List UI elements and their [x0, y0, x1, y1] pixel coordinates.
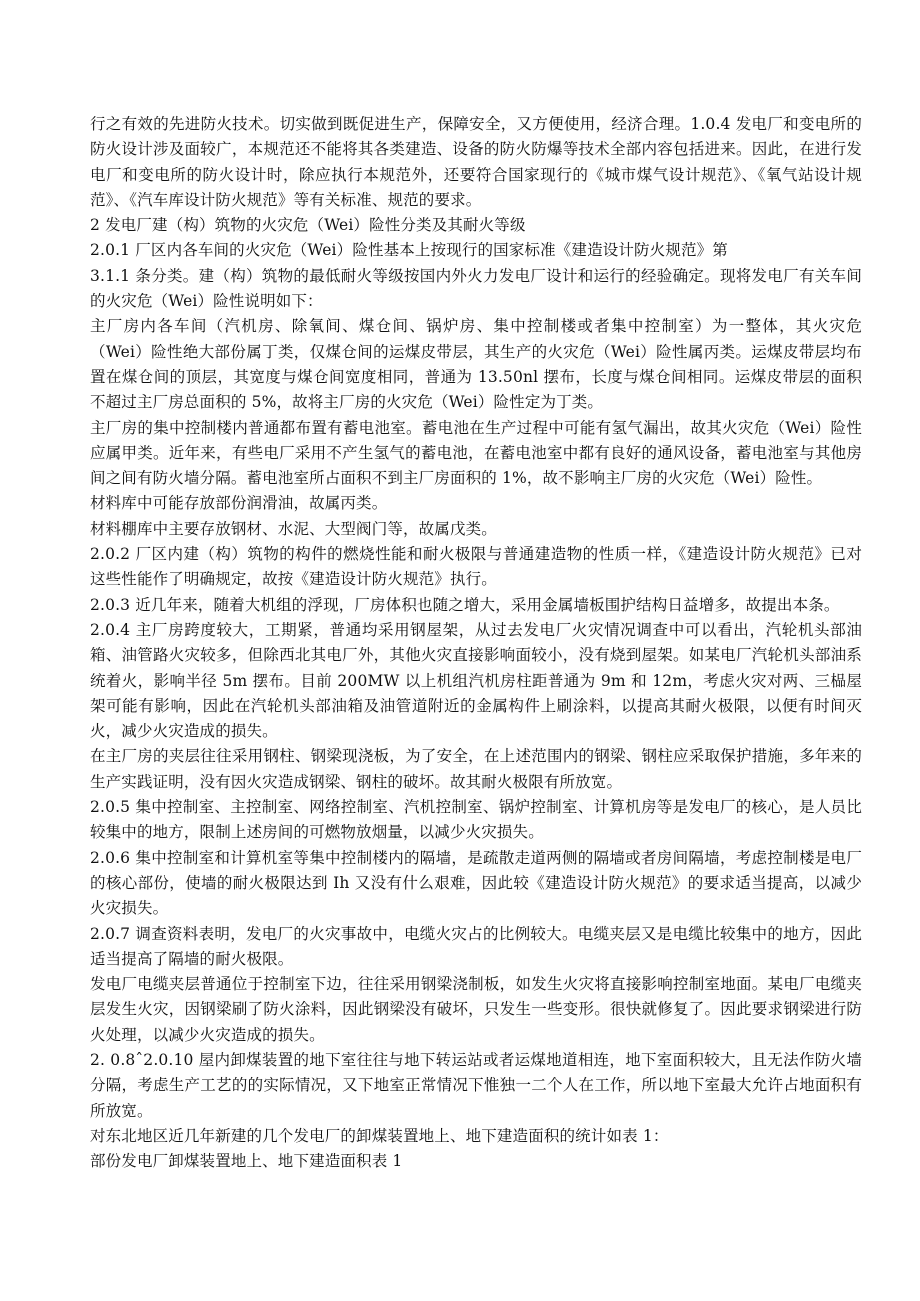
section-heading-2: 2 发电厂建（构）筑物的火灾危（Wei）险性分类及其耐火等级 [90, 216, 526, 235]
paragraph-main-building: 主厂房内各车间（汽机房、除氧间、煤仓间、锅炉房、集中控制楼或者集中控制室）为一整体，其火灾危（Wei）险性绝大部份属丁类，仅煤仓间的运煤皮带层，其生产的火灾危（Wei）险性属丙类。运煤皮带层均布置在煤仓间的顶层，其宽度与煤仓间宽度相同，普通为 13.50nl 摆布，长度与煤仓间相同。运煤皮带层的面积不超过主厂房总面积的 5%，故将主厂房的火灾危（Wei）险性定为丁类。 [90, 317, 862, 412]
paragraph-2-0-1: 2.0.1 厂区内各车间的火灾危（Wei）险性基本上按现行的国家标准《建造设计防火规范》第 [90, 241, 728, 260]
paragraph-material-shed: 材料棚库中主要存放钢材、水泥、大型阀门等，故属戊类。 [90, 519, 497, 538]
paragraph-2-0-8: 2. 0.8ˆ2.0.10 屋内卸煤装置的地下室往往与地下转运站或者运煤地道相连，地下室面积较大，且无法作防火墙分隔，考虑生产工艺的的实际情况，又下地室正常情况下惟独一二个人在工作，所以地下室最大允许占地面积有所放宽。 [90, 1050, 862, 1120]
paragraph-cable-mezzanine: 发电厂电缆夹层普通位于控制室下边，往往采用钢梁浇制板，如发生火灾将直接影响控制室地面。某电厂电缆夹层发生火灾，因钢梁刷了防火涂料，因此钢梁没有破坏，只发生一些变形。很快就修复了。因此要求钢梁进行防火处理，以减少火灾造成的损失。 [90, 975, 862, 1044]
paragraph-3-1-1: 3.1.1 条分类。建（构）筑物的最低耐火等级按国内外火力发电厂设计和运行的经验确定。现将发电厂有关车间的火灾危（Wei）险性说明如下： [90, 266, 862, 311]
paragraph-2-0-3: 2.0.3 近几年来，随着大机组的浮现，厂房体积也随之增大，采用金属墙板围护结构日益增多，故提出本条。 [90, 595, 840, 614]
paragraph-fire-tech-intro: 行之有效的先进防火技术。切实做到既促进生产，保障安全，又方便使用，经济合理。1.0.4 发电厂和变电所的防火设计涉及面较广，本规范还不能将其各类建造、设备的防火防爆等技术全部内容包括进来。因此，在进行发电厂和变电所的防火设计时，除应执行本规范外，还要符合国家现行的《城市煤气设计规范》、《氧气站设计规范》、《汽车库设计防火规范》等有关标准、规范的要求。 [90, 115, 862, 209]
paragraph-northeast-stats: 对东北地区近几年新建的几个发电厂的卸煤装置地上、地下建造面积的统计如表 1： [90, 1126, 669, 1145]
paragraph-2-0-5: 2.0.5 集中控制室、主控制室、网络控制室、汽机控制室、锅炉控制室、计算机房等是发电厂的核心，是人员比较集中的地方，限制上述房间的可燃物放烟量，以减少火灾损失。 [90, 798, 862, 842]
table-caption: 部份发电厂卸煤装置地上、地下建造面积表 1 [90, 1152, 403, 1171]
paragraph-2-0-2: 2.0.2 厂区内建（构）筑物的构件的燃烧性能和耐火极限与普通建造物的性质一样，《建造设计防火规范》已对这些性能作了明确规定，故按《建造设计防火规范》执行。 [90, 545, 862, 589]
paragraph-2-0-6: 2.0.6 集中控制室和计算机室等集中控制楼内的隔墙，是疏散走道两侧的隔墙或者房间隔墙，考虑控制楼是电厂的核心部份，使墙的耐火极限达到 Ih 又没有什么艰难，因此较《建造设计防火规范》的要求适当提高，以减少火灾损失。 [90, 848, 862, 918]
paragraph-mezzanine: 在主厂房的夹层往往采用钢柱、钢梁现浇板，为了安全，在上述范围内的钢梁、钢柱应采取保护措施，多年来的生产实践证明，没有因火灾造成钢梁、钢柱的破坏。故其耐火极限有所放宽。 [90, 747, 862, 791]
paragraph-material-store: 材料库中可能存放部份润滑油，故属丙类。 [90, 494, 388, 513]
paragraph-2-0-4: 2.0.4 主厂房跨度较大，工期紧，普通均采用钢屋架，从过去发电厂火灾情况调查中可以看出，汽轮机头部油箱、油管路火灾较多，但除西北其电厂外，其他火灾直接影响面较小，没有烧到屋架。如某电厂汽轮机头部油系统着火，影响半径 5m 摆布。目前 200MW 以上机组汽机房柱距普通为 9m 和 12m，考虑火灾对两、三榀屋架可能有影响，因此在汽轮机头部油箱及油管道附近的金属构件上刷涂料，以提高其耐火极限，以便有时间灭火，减少火灾造成的损失。 [90, 620, 862, 741]
paragraph-battery-room: 主厂房的集中控制楼内普通都布置有蓄电池室。蓄电池在生产过程中可能有氢气漏出，故其火灾危（Wei）险性应属甲类。近年来，有些电厂采用不产生氢气的蓄电池，在蓄电池室中都有良好的通风设备，蓄电池室与其他房间之间有防火墙分隔。蓄电池室所占面积不到主厂房面积的 1%，故不影响主厂房的火灾危（Wei）险性。 [90, 418, 862, 488]
paragraph-2-0-7: 2.0.7 调查资料表明，发电厂的火灾事故中，电缆火灾占的比例较大。电缆夹层又是电缆比较集中的地方，因此适当提高了隔墙的耐火极限。 [90, 924, 862, 968]
document-body [90, 112, 862, 1174]
